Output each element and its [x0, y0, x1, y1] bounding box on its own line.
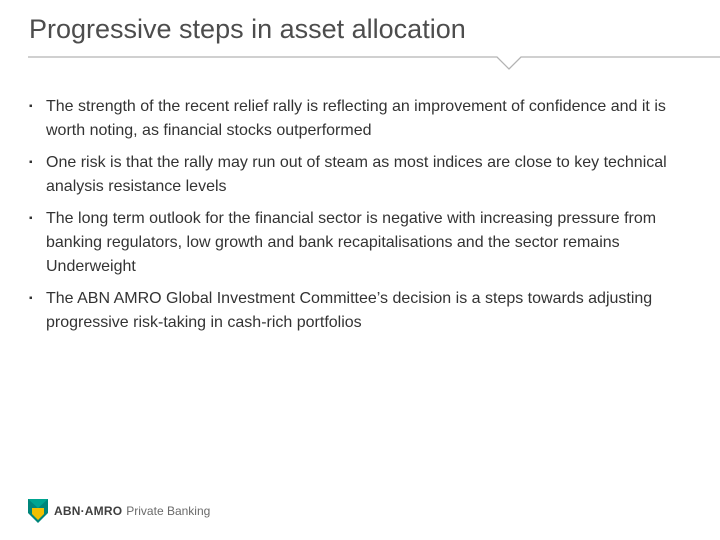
footer-logo [28, 498, 210, 524]
bullet-item [29, 95, 689, 143]
title-divider [0, 56, 720, 72]
logo-division-text: Private Banking [126, 504, 211, 518]
page-title: Progressive steps in asset allocation [29, 14, 466, 44]
logo-brand-text: ABN·AMRO [54, 504, 123, 518]
bullet-marker: ▪ [29, 157, 33, 168]
abn-amro-shield-icon [28, 499, 48, 523]
bullet-text: The long term outlook for the financial sector is negative with increasing pressure from banking regulators, low growth and bank recapitalisations and the sector remains Underweight [46, 210, 657, 275]
bullet-text: The strength of the recent relief rally is reflecting an improvement of confidence and it is worth noting, as financial stocks outperformed [46, 98, 666, 139]
bullet-list [29, 95, 689, 343]
bullet-marker: ▪ [29, 101, 33, 112]
bullet-marker: ▪ [29, 213, 33, 224]
bullet-item [29, 151, 689, 199]
bullet-text: The ABN AMRO Global Investment Committee’s decision is a steps towards adjusting progressive risk-taking in cash-rich portfolios [46, 290, 653, 331]
bullet-marker: ▪ [29, 293, 33, 304]
bullet-item [29, 207, 689, 279]
bullet-text: One risk is that the rally may run out of steam as most indices are close to key technical analysis resistance levels [46, 154, 667, 195]
bullet-item [29, 287, 689, 335]
